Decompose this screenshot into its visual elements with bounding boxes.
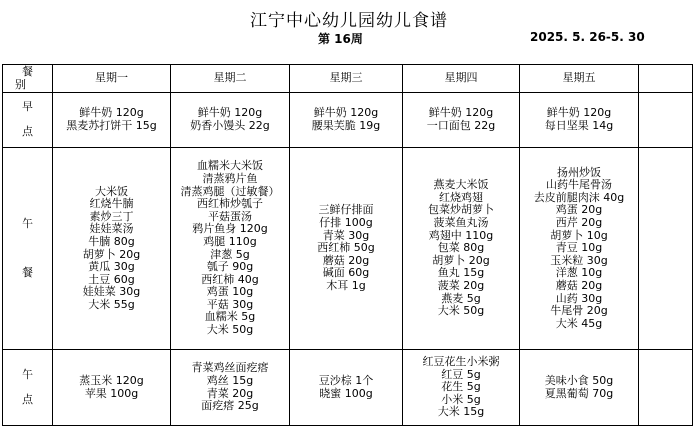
menu-cell-thu — [403, 93, 520, 148]
menu-item: 胡萝卜 20g — [432, 253, 490, 267]
menu-item: 蘑菇 20g — [322, 253, 370, 267]
meal-label-char: 午 — [22, 367, 33, 381]
menu-item: 大米 50g — [437, 304, 485, 318]
menu-cell-wed — [290, 350, 403, 426]
menu-item: 鸦片鱼身 120g — [192, 222, 268, 236]
menu-item: 鸡翅中 110g — [428, 228, 494, 242]
menu-cell-thu — [403, 350, 520, 426]
week-number: 第 16周 — [318, 32, 363, 46]
menu-item: 蒸玉米 120g — [79, 373, 144, 387]
menu-item: 晓蜜 100g — [319, 386, 373, 400]
menu-item: 红烧牛腩 — [89, 197, 134, 211]
header-row — [3, 65, 693, 93]
menu-cell-fri — [520, 93, 639, 148]
menu-item: 清蒸鸡腿（过敏餐） — [180, 184, 280, 198]
menu-item: 大米 45g — [555, 316, 603, 330]
menu-item: 三鲜仔排面 — [318, 203, 374, 217]
menu-item: 西红柿 40g — [201, 272, 259, 286]
day-header-thu: 星期四 — [403, 65, 520, 93]
menu-item: 玉米粒 30g — [550, 253, 608, 267]
menu-item: 包菜 80g — [437, 241, 485, 255]
menu-item: 扬州炒饭 — [557, 165, 601, 179]
menu-item: 山药 30g — [555, 291, 603, 305]
menu-cell-mon — [53, 148, 171, 350]
menu-item: 一口面包 22g — [426, 119, 496, 132]
menu-item: 山药牛尾骨汤 — [546, 178, 612, 192]
menu-item: 津葱 5g — [210, 247, 250, 261]
menu-item: 蘑菇 20g — [555, 278, 603, 292]
menu-item: 每日坚果 14g — [544, 119, 614, 132]
menu-item: 娃娃菜 30g — [82, 285, 141, 299]
menu-item: 红豆花生小米粥 — [422, 355, 500, 369]
menu-item: 鲜牛奶 120g — [428, 106, 494, 120]
menu-item: 胡萝卜 10g — [550, 228, 608, 242]
menu-item: 青菜 30g — [322, 228, 370, 242]
menu-item: 腰果芙脆 19g — [311, 119, 381, 132]
blank-cell — [639, 148, 693, 350]
menu-cell-thu — [403, 148, 520, 350]
menu-item: 西红柿 50g — [317, 241, 375, 255]
menu-item: 鲜牛奶 120g — [79, 106, 144, 120]
meal-label-char: 餐 — [22, 265, 33, 279]
menu-item: 牛尾骨 20g — [550, 304, 608, 318]
menu-item: 娃娃菜汤 — [89, 222, 134, 236]
menu-item: 红烧鸡翅 — [439, 190, 483, 204]
menu-item: 黑麦苏打饼干 15g — [66, 119, 157, 132]
meal-label-cell — [3, 148, 53, 350]
menu-item: 鲜牛奶 120g — [197, 106, 263, 120]
menu-item: 血糯米 5g — [204, 310, 256, 324]
menu-item: 燕麦大米饭 — [433, 178, 489, 192]
menu-cell-mon — [53, 93, 171, 148]
menu-item: 碱面 60g — [322, 266, 370, 280]
meal-label-char: 午 — [22, 216, 33, 230]
menu-item: 夏黑葡萄 70g — [544, 386, 614, 400]
menu-item: 瓠子 90g — [206, 260, 254, 274]
menu-cell-mon — [53, 350, 171, 426]
menu-cell-fri — [520, 148, 639, 350]
day-header-fri: 星期五 — [520, 65, 639, 93]
blank-cell — [639, 350, 693, 426]
menu-item: 平菇蛋汤 — [208, 209, 252, 223]
menu-item: 红豆 5g — [441, 367, 481, 381]
menu-item: 木耳 1g — [326, 278, 366, 292]
menu-cell-tue — [171, 148, 290, 350]
menu-item: 黄瓜 30g — [88, 260, 135, 274]
corner-cell — [3, 65, 53, 93]
lunch-row — [3, 148, 693, 350]
menu-item: 鲜牛奶 120g — [313, 106, 379, 120]
day-header-wed: 星期三 — [290, 65, 403, 93]
menu-item: 苹果 100g — [84, 386, 139, 400]
menu-item: 青菜 20g — [206, 386, 254, 400]
menu-item: 鸡腿 110g — [203, 234, 257, 248]
menu-item: 西芹 20g — [555, 216, 603, 230]
menu-item: 青豆 10g — [555, 241, 603, 255]
menu-cell-fri — [520, 350, 639, 426]
menu-item: 大米饭 — [95, 184, 128, 198]
menu-item: 牛腩 80g — [88, 234, 135, 248]
menu-item: 素炒三丁 — [89, 209, 134, 223]
day-header-tue: 星期二 — [171, 65, 290, 93]
snack-row — [3, 350, 693, 426]
blank-cell — [639, 93, 693, 148]
menu-item: 土豆 60g — [88, 272, 135, 286]
menu-cell-tue — [171, 93, 290, 148]
meal-label-cell — [3, 93, 53, 148]
menu-item: 美味小食 50g — [544, 373, 614, 387]
meal-label-char: 点 — [22, 392, 33, 406]
menu-item: 鲜牛奶 120g — [546, 106, 612, 120]
menu-item: 小米 5g — [441, 392, 481, 406]
menu-item: 鱼丸 15g — [437, 266, 485, 280]
menu-item: 去皮前腿肉沫 40g — [533, 190, 625, 204]
date-range: 2025. 5. 26-5. 30 — [530, 30, 645, 44]
meal-label-char: 点 — [22, 125, 33, 138]
meal-label-cell — [3, 350, 53, 426]
menu-item: 豆沙棕 1个 — [318, 373, 374, 387]
menu-cell-wed — [290, 148, 403, 350]
menu-item: 血糯米大米饭 — [197, 159, 263, 173]
corner-label: 餐别 — [15, 64, 47, 91]
meal-label-char: 早 — [22, 100, 33, 114]
menu-item: 仔排 100g — [319, 216, 373, 230]
menu-item: 鸡蛋 10g — [206, 285, 254, 299]
menu-item: 洋葱 10g — [555, 266, 603, 280]
menu-item: 菠菜 20g — [437, 278, 485, 292]
menu-item: 胡萝卜 20g — [82, 247, 141, 261]
menu-item: 菠菜鱼丸汤 — [433, 216, 489, 230]
menu-item: 花生 5g — [441, 380, 481, 394]
menu-item: 大米 50g — [206, 323, 254, 337]
breakfast-row — [3, 93, 693, 148]
menu-item: 青菜鸡丝面疙瘩 — [191, 361, 269, 375]
day-header-mon: 星期一 — [53, 65, 171, 93]
menu-item: 大米 55g — [88, 297, 135, 311]
blank-header-cell — [639, 65, 693, 93]
menu-item: 鸡丝 15g — [206, 373, 254, 387]
menu-cell-tue — [171, 350, 290, 426]
menu-item: 西红柿炒瓠子 — [197, 197, 263, 211]
menu-item: 鸡蛋 20g — [555, 203, 603, 217]
menu-item: 包菜炒胡萝卜 — [428, 203, 494, 217]
menu-item: 清蒸鸦片鱼 — [202, 171, 258, 185]
menu-item: 平菇 30g — [206, 297, 254, 311]
menu-cell-wed — [290, 93, 403, 148]
page-title: 江宁中心幼儿园幼儿食谱 — [250, 11, 448, 31]
menu-item: 奶香小馒头 22g — [190, 119, 270, 132]
menu-item: 面疙瘩 25g — [201, 399, 259, 413]
menu-item: 燕麦 5g — [441, 291, 481, 305]
menu-table — [2, 64, 693, 426]
menu-item: 大米 15g — [437, 405, 485, 419]
